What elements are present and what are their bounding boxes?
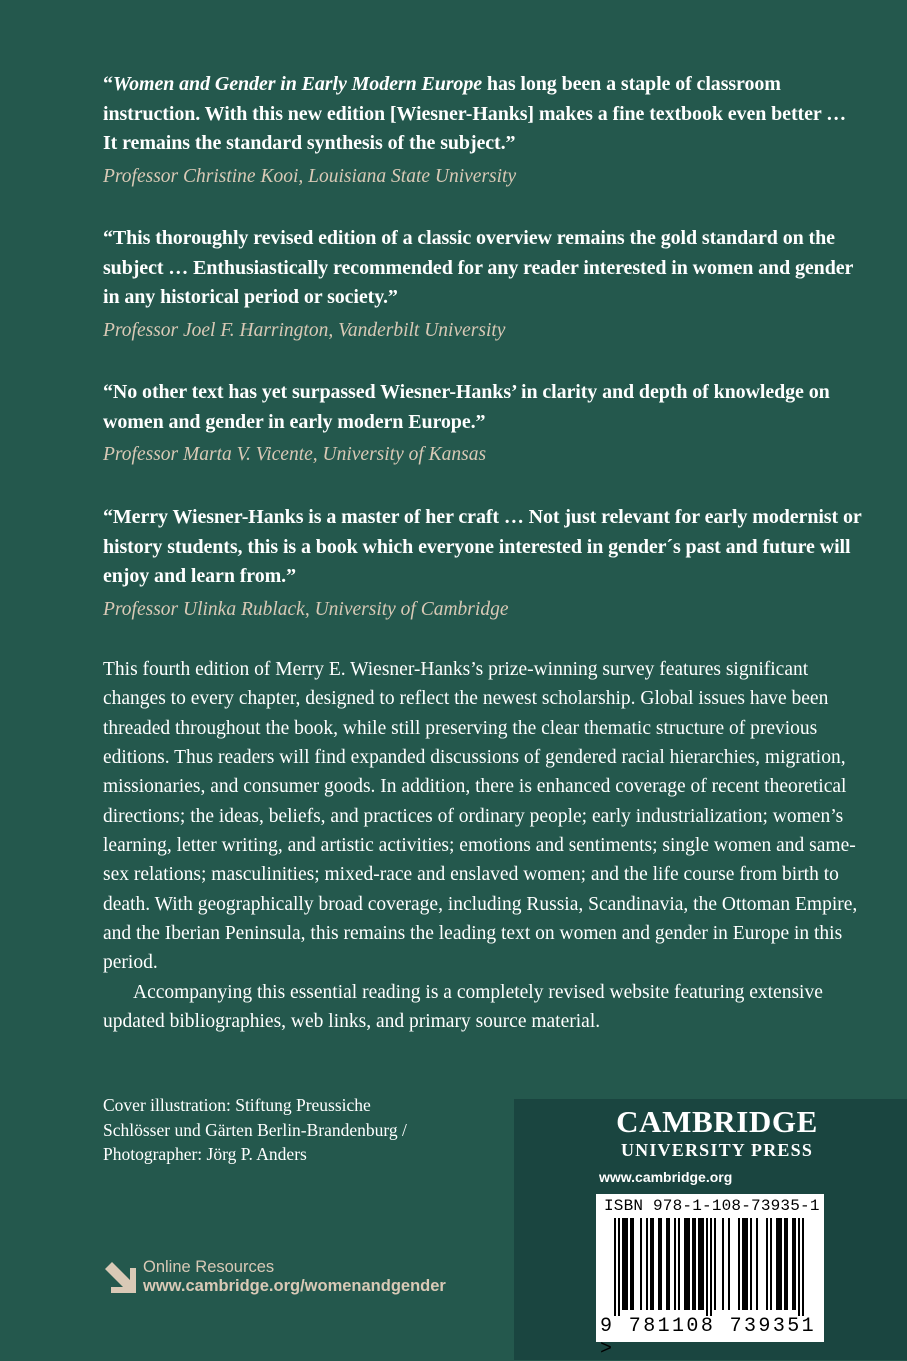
publisher-url[interactable]: www.cambridge.org <box>599 1169 733 1185</box>
review-quote-1-attribution: Professor Christine Kooi, Louisiana State University <box>103 165 517 187</box>
review-quote-4 <box>103 503 863 622</box>
barcode-bar <box>624 1218 626 1310</box>
barcode-bar <box>746 1218 748 1310</box>
barcode-bar <box>622 1218 624 1310</box>
barcode-bar <box>618 1218 620 1316</box>
barcode-bar <box>770 1218 772 1310</box>
publisher-subname: UNIVERSITY PRESS <box>620 1140 814 1160</box>
barcode-bar <box>778 1218 780 1310</box>
barcode-bar <box>766 1218 768 1310</box>
review-quote-4-attribution: Professor Ulinka Rublack, University of Cambridge <box>103 598 509 620</box>
barcode-bar <box>786 1218 788 1310</box>
barcode-bar <box>678 1218 680 1310</box>
isbn-barcode <box>596 1194 824 1361</box>
barcode-bar <box>784 1218 786 1310</box>
online-resources-link[interactable]: www.cambridge.org/womenandgender <box>143 1277 446 1295</box>
barcode-bar <box>684 1218 686 1310</box>
barcode-bar <box>658 1218 660 1310</box>
cover-credits <box>103 1093 483 1167</box>
barcode-bar <box>630 1218 632 1310</box>
publisher-name: CAMBRIDGE <box>616 1104 818 1139</box>
review-quote-3 <box>103 378 863 467</box>
review-quote-4-text: “Merry Wiesner-Hanks is a master of her craft … Not just relevant for early modernist or history students, this is a book which everyone interested in gender´s past and future will enjoy and learn from.” <box>103 506 862 587</box>
barcode-bar <box>688 1218 690 1310</box>
cover-credits-line-2: Schlösser und Gärten Berlin-Brandenburg / <box>103 1119 407 1140</box>
barcode-bar <box>776 1218 778 1310</box>
barcode-bar <box>780 1218 782 1310</box>
barcode-bar <box>728 1218 730 1310</box>
barcode-bar <box>756 1218 758 1310</box>
open-quote-mark: “ <box>103 73 113 95</box>
online-resources[interactable] <box>103 1258 446 1296</box>
book-description <box>103 655 863 1036</box>
barcode-bar <box>714 1218 716 1310</box>
description-paragraph-1: This fourth edition of Merry E. Wiesner-Hanks’s prize-winning survey features significant changes to every chapter, designed to reflect the newest scholarship. Global issues have been threaded throughout the book, while still preserving the clear thematic structure of previous editions. Thus readers will find expanded discussions of gendered racial hierarchies, migration, missionaries, and consumer goods. In addition, there is enhanced coverage of recent theoretical directions; the ideas, beliefs, and practices of ordinary people; early industrialization; women’s learning, letter writing, and artistic activities; emotions and sentiments; single women and same-sex relations; masculinities; mixed-race and enslaved women; and the life course from birth to death. With geographically broad coverage, including Russia, Scandinavia, the Ottoman Empire, and the Iberian Peninsula, this remains the leading text on women and gender in Europe in this period. <box>103 659 858 974</box>
barcode-bar <box>650 1218 652 1310</box>
barcode-bar <box>614 1218 616 1316</box>
barcode-bar <box>698 1218 700 1310</box>
review-quote-3-attribution: Professor Marta V. Vicente, University of Kansas <box>103 444 487 465</box>
barcode-bar <box>706 1218 708 1316</box>
review-quote-1 <box>103 70 863 189</box>
barcode-bar <box>674 1218 676 1310</box>
barcode-bar <box>702 1218 704 1310</box>
barcode-bar <box>738 1218 740 1310</box>
book-title: Women and Gender in Early Modern Europe <box>112 73 483 95</box>
cover-credits-line-1: Cover illustration: Stiftung Preussiche <box>103 1095 371 1115</box>
barcode-bar <box>686 1218 688 1310</box>
barcode-bar <box>646 1218 648 1310</box>
barcode-bar <box>652 1218 654 1310</box>
arrow-down-right-icon <box>103 1260 137 1294</box>
review-quote-1-text-line1: has long been a staple of classroom <box>482 73 781 95</box>
review-quote-1-text-rest: instruction. With this new edition [Wiesner-Hanks] makes a fine textbook even better … It remains the standard synthesis of the subject.” <box>103 102 847 154</box>
online-resources-label: Online Resources <box>143 1258 275 1276</box>
barcode-bar <box>742 1218 744 1310</box>
barcode-bar <box>792 1218 794 1310</box>
review-quote-2-text: “This thoroughly revised edition of a classic overview remains the gold standard on the subject … Enthusiastically recommended for any reader interested in women and gender in any historical period or society.” <box>103 227 853 308</box>
publisher-panel <box>514 1099 907 1360</box>
isbn-label: ISBN 978-1-108-73935-1 <box>604 1197 820 1215</box>
barcode-bar <box>694 1218 696 1310</box>
barcode-bar <box>666 1218 668 1310</box>
barcode-bar <box>668 1218 670 1310</box>
barcode-bar <box>626 1218 628 1310</box>
barcode-bar <box>640 1218 642 1310</box>
barcode-bar <box>722 1218 724 1310</box>
review-quote-1-text <box>103 70 863 159</box>
review-quote-2-attribution: Professor Joel F. Harrington, Vanderbilt University <box>103 319 506 341</box>
barcode-bar <box>710 1218 712 1316</box>
barcode-bar <box>692 1218 694 1310</box>
barcode-bars <box>596 1218 824 1316</box>
barcode-digits: 9 781108 739351 > <box>600 1315 817 1361</box>
barcode-bar <box>660 1218 662 1310</box>
barcode-bar <box>750 1218 752 1310</box>
publisher-logo <box>597 1106 837 1159</box>
barcode-bar <box>798 1218 800 1316</box>
description-paragraph-2: Accompanying this essential reading is a completely revised website featuring extensive updated bibliographies, web links, and primary source material. <box>103 981 823 1033</box>
barcode-bar <box>632 1218 634 1310</box>
barcode-bar <box>802 1218 804 1316</box>
barcode-bar <box>700 1218 702 1310</box>
barcode-bar <box>794 1218 796 1310</box>
barcode-bar <box>744 1218 746 1310</box>
cover-credits-line-3: Photographer: Jörg P. Anders <box>103 1144 307 1164</box>
review-quote-2 <box>103 224 863 343</box>
review-quote-3-text: “No other text has yet surpassed Wiesner-Hanks’ in clarity and depth of knowledge on women and gender in early modern Europe.” <box>103 381 830 433</box>
